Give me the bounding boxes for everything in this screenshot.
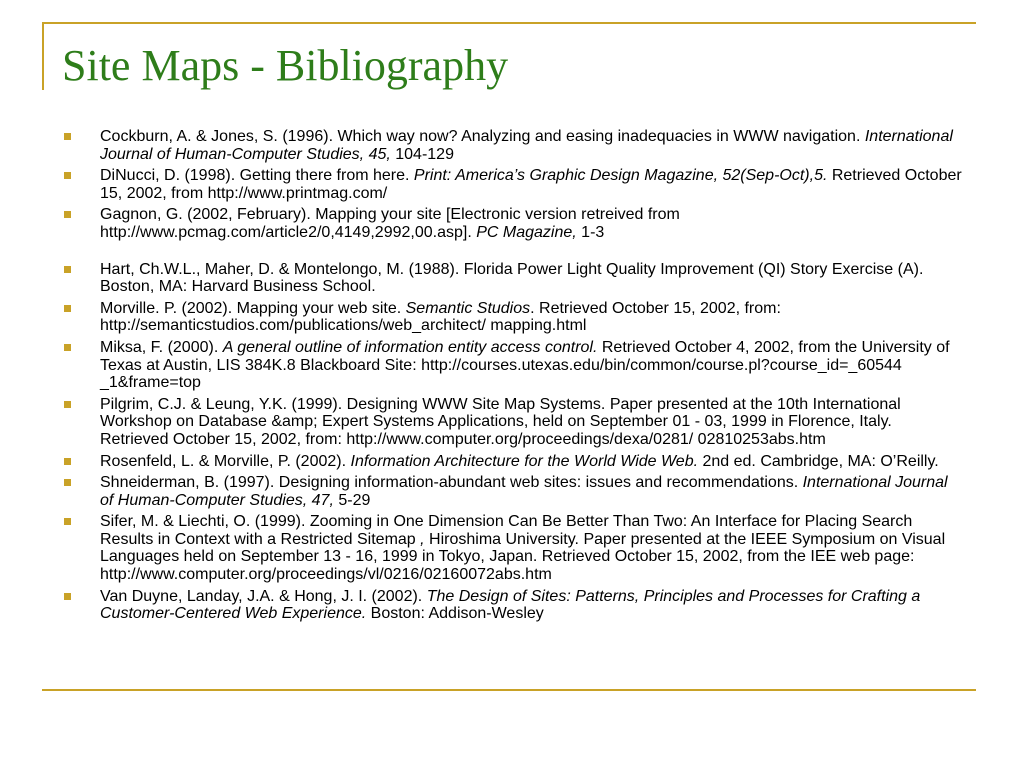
bibliography-entry-gagnon — [64, 206, 964, 241]
entry-italic-source: International Journal of Human-Computer Studies, 47, — [100, 474, 948, 509]
title-accent-vertical-rule — [42, 22, 44, 90]
bibliography-entry-morville — [64, 300, 964, 335]
entry-text: Shneiderman, B. (1997). Designing information-abundant web sites: issues and recommendations. — [100, 474, 803, 492]
square-bullet-icon — [64, 266, 71, 273]
entry-text-end: 104-129 — [390, 145, 454, 163]
square-bullet-icon — [64, 458, 71, 465]
entry-italic-source: PC Magazine, — [476, 223, 577, 241]
entry-italic-source: The Design of Sites: Patterns, Principles and Processes for Crafting a Customer-Centered Web Experience. — [100, 587, 921, 623]
entry-text-end: Retrieved October 4, 2002, from the University of Texas at Austin, LIS 384K.8 Blackboard Site: http://courses.utexas.edu/bin/common/course.pl?course_id=_60544 _1&frame=top — [100, 338, 950, 392]
entry-text: Pilgrim, C.J. & Leung, Y.K. (1999). Designing WWW Site Map Systems. Paper presented at the 10th International Workshop on Database &amp; Expert Systems Applications, held on September 01 - 03, 1999 in Florence, Italy. Retrieved October 15, 2002, from: http://www.computer.org/proceedings/dexa/0281/ 02810253abs.htm — [100, 395, 901, 448]
bibliography-entry-shneiderman — [64, 474, 964, 509]
entry-text-end: Retrieved October 15, 2002, from http://www.printmag.com/ — [100, 167, 962, 202]
square-bullet-icon — [64, 593, 71, 600]
bibliography-entry-pilgrim — [64, 396, 964, 449]
square-bullet-icon — [64, 133, 71, 140]
title-accent-top-rule — [42, 22, 976, 24]
square-bullet-icon — [64, 344, 71, 351]
entry-text: DiNucci, D. (1998). Getting there from here. — [100, 167, 414, 185]
entry-text: Rosenfeld, L. & Morville, P. (2002). — [100, 452, 351, 470]
bibliography-entry-hart — [64, 261, 964, 296]
entry-text-end: 2nd ed. Cambridge, MA: O’Reilly. — [698, 452, 939, 470]
entry-text-end: 5-29 — [333, 491, 371, 509]
bibliography-entry-sifer — [64, 513, 964, 583]
bibliography-list — [64, 128, 964, 627]
entry-italic-source: Print: America’s Graphic Design Magazine, 52(Sep-Oct),5. — [413, 167, 828, 185]
entry-text: Sifer, M. & Liechti, O. (1999). Zooming in One Dimension Can Be Better Than Two: An Interface for Placing Search Results in Context with a Restricted Sitemap — [100, 513, 913, 548]
square-bullet-icon — [64, 211, 71, 218]
entry-text-end: . Retrieved October 15, 2002, from: http://semanticstudios.com/publications/web_architect/ mapping.html — [100, 299, 781, 335]
square-bullet-icon — [64, 172, 71, 179]
entry-text: Miksa, F. (2000). — [100, 338, 223, 356]
bibliography-entry-rosenfeld — [64, 453, 964, 471]
entry-text: Hart, Ch.W.L., Maher, D. & Montelongo, M. (1988). Florida Power Light Quality Improvement (QI) Story Exercise (A). Boston, MA: Harvard Business School. — [100, 260, 924, 296]
bibliography-entry-cockburn — [64, 128, 964, 163]
entry-text: Gagnon, G. (2002, February). Mapping your site [Electronic version retreived from http://www.pcmag.com/article2/0,4149,2992,00.asp]. — [100, 206, 680, 241]
entry-text: Morville. P. (2002). Mapping your web site. — [100, 299, 406, 317]
footer-rule — [42, 689, 976, 691]
entry-italic-source: Semantic Studios — [405, 299, 531, 317]
square-bullet-icon — [64, 305, 71, 312]
entry-italic-source: A general outline of information entity access control. — [222, 338, 598, 356]
slide-title: Site Maps - Bibliography — [62, 41, 509, 90]
bibliography-entry-van-duyne — [64, 588, 964, 623]
entry-text-end: Boston: Addison-Wesley — [366, 605, 544, 623]
entry-text-end: 1-3 — [576, 223, 605, 241]
entry-italic-source: International Journal of Human-Computer Studies, 45, — [100, 128, 953, 163]
entry-italic-source: , — [420, 530, 425, 548]
bibliography-entry-miksa — [64, 339, 964, 392]
entry-text: Cockburn, A. & Jones, S. (1996). Which way now? Analyzing and easing inadequacies in WWW navigation. — [100, 128, 865, 145]
square-bullet-icon — [64, 401, 71, 408]
square-bullet-icon — [64, 518, 71, 525]
entry-text-end: Hiroshima University. Paper presented at the IEEE Symposium on Visual Languages held on September 13 - 16, 1999 in Tokyo, Japan. Retrieved October 15, 2002, from the IEE web page: http://www.computer.org/proceedings/vl/0216/02160072abs.htm — [100, 530, 946, 584]
bibliography-entry-dinucci — [64, 167, 964, 202]
entry-italic-source: Information Architecture for the World Wide Web. — [350, 452, 699, 470]
entry-text: Van Duyne, Landay, J.A. & Hong, J. I. (2002). — [100, 587, 427, 605]
square-bullet-icon — [64, 479, 71, 486]
